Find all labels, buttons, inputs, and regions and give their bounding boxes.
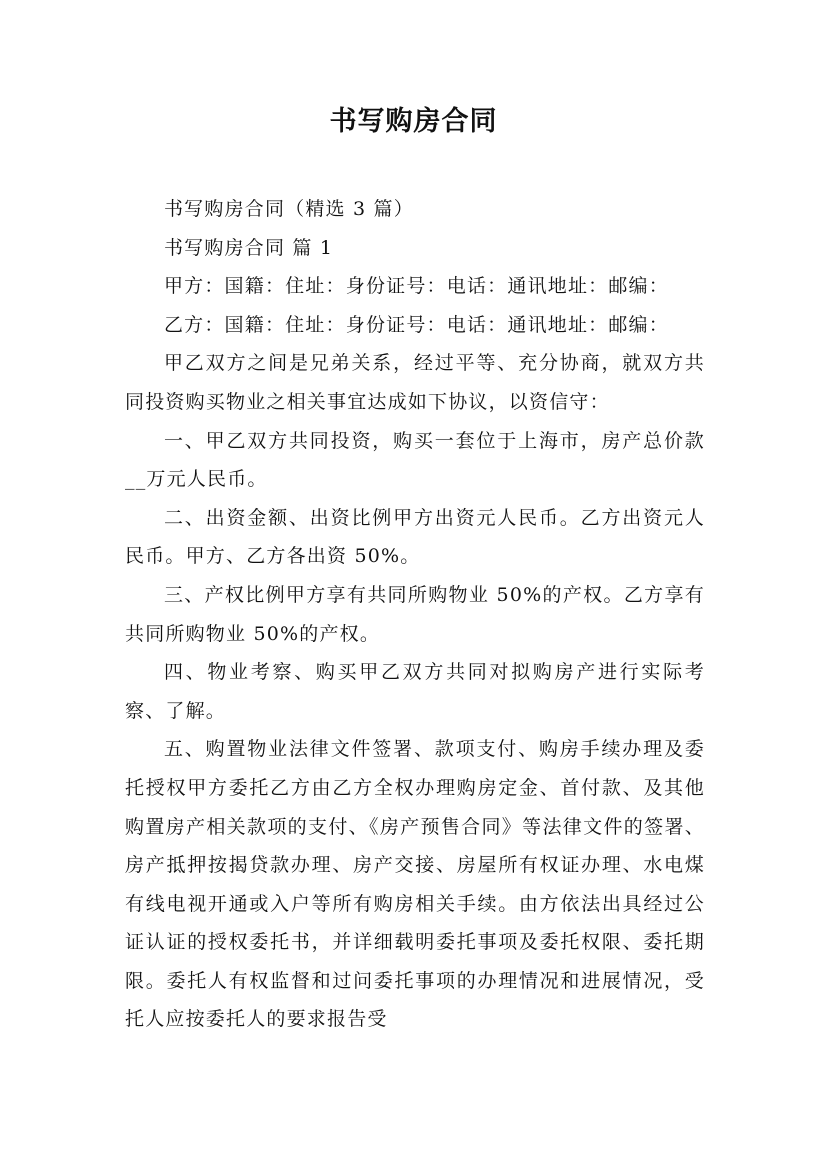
clause-3-paragraph: 三、产权比例甲方享有共同所购物业 50%的产权。乙方享有共同所购物业 50%的产权。 — [125, 583, 705, 645]
party-b-info-paragraph: 乙方：国籍：住址：身份证号：电话：通讯地址：邮编： — [163, 313, 669, 336]
clause-4-paragraph: 四、物业考察、购买甲乙双方共同对拟购房产进行实际考察、了解。 — [125, 661, 705, 722]
document-body — [125, 190, 705, 1039]
section-heading-paragraph: 书写购房合同 篇 1 — [163, 236, 334, 259]
subtitle-paragraph: 书写购房合同（精选 3 篇） — [163, 198, 414, 220]
document-title: 书写购房合同 — [329, 106, 498, 137]
clause-2-paragraph: 二、出资金额、出资比例甲方出资元人民币。乙方出资元人民币。甲方、乙方各出资 50%。 — [125, 506, 705, 568]
party-a-info-paragraph: 甲方：国籍：住址：身份证号：电话：通讯地址：邮编： — [163, 275, 669, 298]
clause-1-paragraph: 一、甲乙双方共同投资，购买一套位于上海市，房产总价款__万元人民币。 — [125, 429, 705, 491]
preamble-paragraph: 甲乙双方之间是兄弟关系，经过平等、充分协商，就双方共同投资购买物业之相关事宜达成如下协议，以资信守： — [125, 352, 705, 413]
clause-5-paragraph: 五、购置物业法律文件签署、款项支付、购房手续办理及委托授权甲方委托乙方由乙方全权办理购房定金、首付款、及其他购置房产相关款项的支付、《房产预售合同》等法律文件的签署、房产抵押按揭贷款办理、房产交接、房屋所有权证办理、水电煤有线电视开通或入户等所有购房相关手续。由方依法出具经过公证认证的授权委托书，并详细载明委托事项及委托权限、委托期限。委托人有权监督和过问委托事项的办理情况和进展情况，受托人应按委托人的要求报告受 — [125, 738, 705, 1031]
